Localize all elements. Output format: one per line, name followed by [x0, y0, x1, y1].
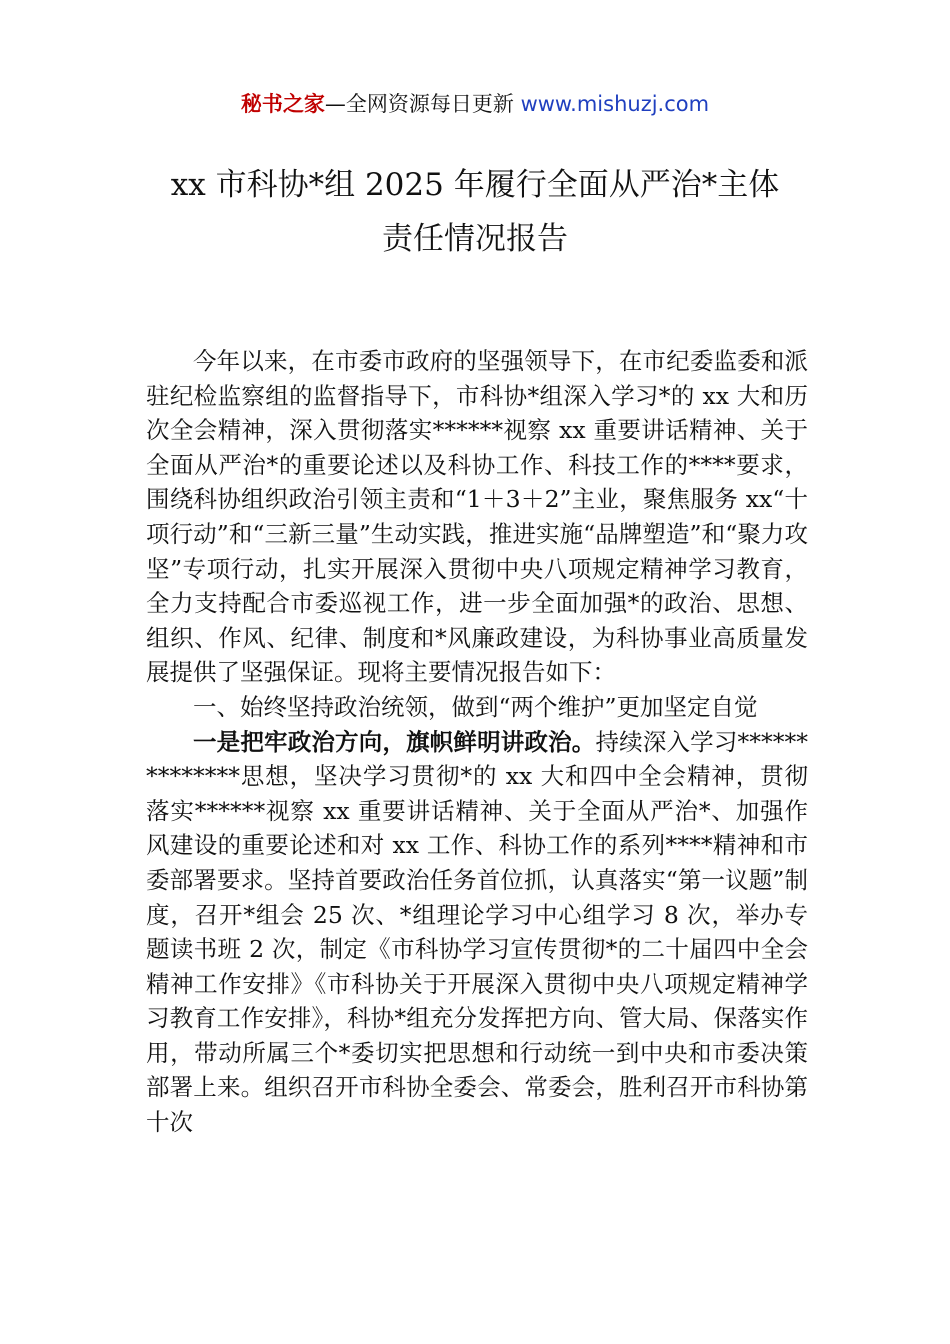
site-tagline: —全网资源每日更新: [324, 92, 514, 116]
title-line-2: 责任情况报告: [382, 221, 568, 257]
site-url-link[interactable]: www.mishuzj.com: [520, 92, 710, 116]
section-1-heading: 一、始终坚持政治统领，做到“两个维护”更加坚定自觉: [193, 692, 758, 721]
section-1-paragraph-1: [146, 725, 808, 1140]
paragraph-lead: 一是把牢政治方向，旗帜鲜明讲政治。: [193, 727, 596, 756]
site-header: [0, 88, 950, 120]
paragraph-body: 持续深入学习**************思想，坚决学习贯彻*的 xx 大和四中全会精神，贯彻落实******视察 xx 重要讲话精神、关于全面从严治*、加强作风建设的重要论述和对 xx 工作、科协工作的系列****精神和市委部署要求。坚持首要政治任务首位抓，认真落实“第一议题”制度，召开*组会 25 次、*组理论学习中心组学习 8 次，举办专题读书班 2 次，制定《市科协学习宣传贯彻*的二十届四中全会精神工作安排》《市科协关于开展深入贯彻中央八项规定精神学习教育工作安排》，科协*组充分发挥把方向、管大局、保落实作用，带动所属三个*委切实把思想和行动统一到中央和市委决策部署上来。组织召开市科协全委会、常委会，胜利召开市科协第十次: [146, 727, 809, 1137]
intro-paragraph: 今年以来，在市委市政府的坚强领导下，在市纪委监委和派驻纪检监察组的监督指导下，市科协*组深入学习*的 xx 大和历次全会精神，深入贯彻落实******视察 xx 重要讲话精神、关于全面从严治*的重要论述以及科协工作、科技工作的****要求，围绕科协组织政治引领主责和“1＋3＋2”主业，聚焦服务 xx“十项行动”和“三新三量”生动实践，推进实施“品牌塑造”和“聚力攻坚”专项行动，扎实开展深入贯彻中央八项规定精神学习教育，全力支持配合市委巡视工作，进一步全面加强*的政治、思想、组织、作风、纪律、制度和*风廉政建设，为科协事业高质量发展提供了坚强保证。现将主要情况报告如下：: [146, 347, 808, 687]
title-line-1: xx 市科协*组 2025 年履行全面从严治*主体: [170, 167, 780, 203]
document-body: [146, 344, 808, 1140]
document-title: [80, 158, 870, 266]
site-brand: 秘书之家: [240, 92, 325, 116]
